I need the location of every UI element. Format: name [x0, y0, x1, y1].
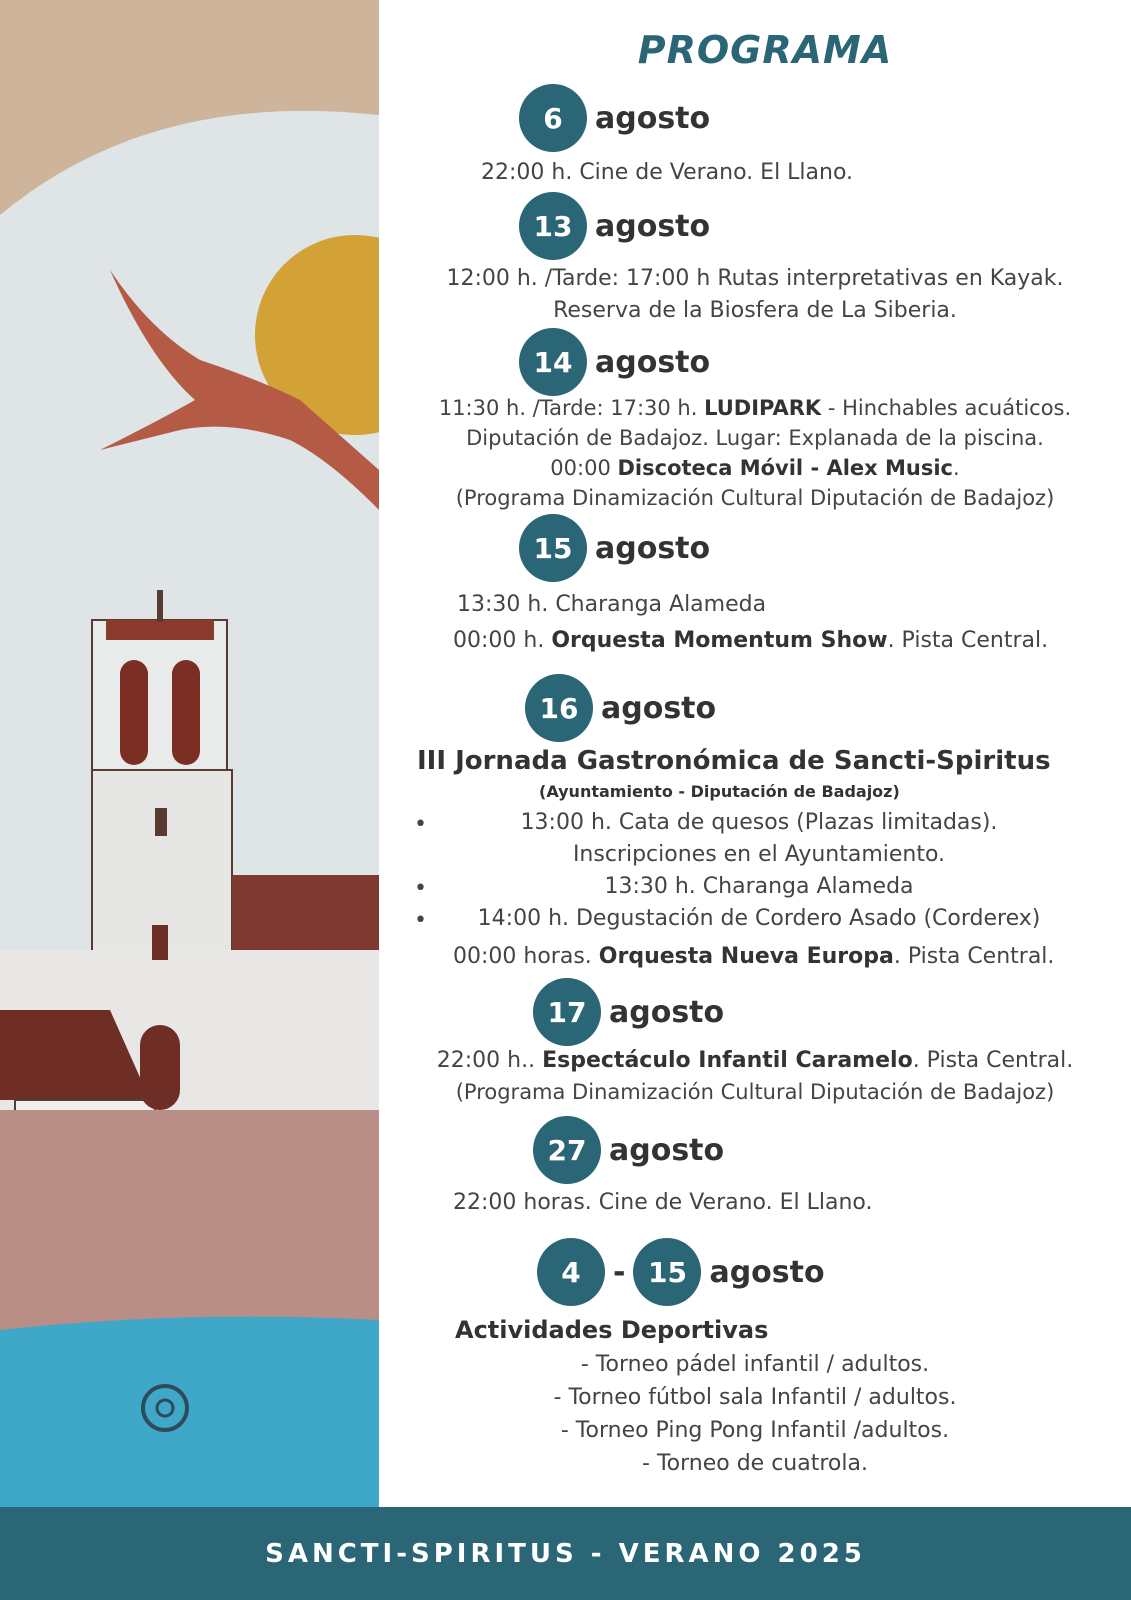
- day-badge: 27: [533, 1116, 601, 1184]
- event-highlight: Espectáculo Infantil Caramelo: [542, 1048, 913, 1073]
- event-line: 22:00 h. Cine de Verano. El Llano.: [481, 160, 854, 185]
- day-header-14: [519, 328, 710, 396]
- event-highlight: Orquesta Momentum Show: [551, 628, 888, 653]
- tower-roof: [106, 620, 214, 640]
- church-door: [140, 1025, 180, 1110]
- day-badge: 17: [533, 978, 601, 1046]
- event-line: 13:00 h. Cata de quesos (Plazas limitadas).: [520, 810, 998, 835]
- day-badge: 16: [525, 674, 593, 742]
- event-line: 14:00 h. Degustación de Cordero Asado (Corderex): [477, 906, 1041, 931]
- day-header-27: [533, 1116, 724, 1184]
- event-line: 22:00 h.. Espectáculo Infantil Caramelo. Pista Central.: [436, 1048, 1074, 1073]
- day-badge: 6: [519, 84, 587, 152]
- tower-window: [155, 808, 167, 836]
- month-label: agosto: [709, 1254, 825, 1290]
- day-header-13: [519, 192, 710, 260]
- tower-top: [92, 620, 227, 770]
- event-line: 13:30 h. Charanga Alameda: [457, 592, 767, 617]
- day-badge: 14: [519, 328, 587, 396]
- day-badge: 4: [537, 1238, 605, 1306]
- church-window: [152, 925, 168, 960]
- month-label: agosto: [595, 344, 711, 380]
- event-line: (Programa Dinamización Cultural Diputación de Badajoz): [455, 1080, 1055, 1104]
- mural-illustration: [0, 0, 379, 1507]
- event-line: 13:30 h. Charanga Alameda: [604, 874, 914, 899]
- bullet-icon: •: [414, 812, 427, 837]
- day-header-15: [519, 514, 710, 582]
- month-label: agosto: [595, 530, 711, 566]
- event-subheading: (Ayuntamiento - Diputación de Badajoz): [539, 782, 900, 801]
- bullet-icon: •: [414, 876, 427, 901]
- event-line: Inscripciones en el Ayuntamiento.: [572, 842, 946, 867]
- bullet-icon: •: [414, 908, 427, 933]
- event-highlight: LUDIPARK: [704, 396, 822, 420]
- event-highlight: Orquesta Nueva Europa: [598, 944, 894, 969]
- day-badge: 13: [519, 192, 587, 260]
- month-label: agosto: [601, 690, 717, 726]
- month-label: agosto: [595, 100, 711, 136]
- event-line: Diputación de Badajoz. Lugar: Explanada de la piscina.: [466, 426, 1044, 450]
- sports-item: - Torneo de cuatrola.: [642, 1451, 868, 1476]
- range-dash: -: [613, 1254, 626, 1290]
- roof-right: [232, 875, 379, 950]
- event-line: 00:00 h. Orquesta Momentum Show. Pista Central.: [453, 628, 1049, 653]
- sports-item: - Torneo Ping Pong Infantil /adultos.: [560, 1418, 950, 1443]
- event-line: 00:00 Discoteca Móvil - Alex Music.: [550, 456, 960, 480]
- event-line: 00:00 horas. Orquesta Nueva Europa. Pista Central.: [453, 944, 1055, 969]
- event-line: 12:00 h. /Tarde: 17:00 h Rutas interpretativas en Kayak.: [446, 266, 1064, 291]
- sports-heading: Actividades Deportivas: [455, 1316, 769, 1344]
- event-line: (Programa Dinamización Cultural Diputación de Badajoz): [455, 486, 1055, 510]
- event-line: Reserva de la Biosfera de La Siberia.: [553, 298, 957, 323]
- event-line: 22:00 horas. Cine de Verano. El Llano.: [453, 1190, 873, 1215]
- month-label: agosto: [609, 1132, 725, 1168]
- event-heading: III Jornada Gastronómica de Sancti-Spiritus: [417, 746, 1051, 776]
- month-label: agosto: [595, 208, 711, 244]
- sports-item: - Torneo pádel infantil / adultos.: [580, 1352, 930, 1377]
- event-line: 11:30 h. /Tarde: 17:30 h. LUDIPARK - Hinchables acuáticos.: [438, 396, 1072, 420]
- day-header-17: [533, 978, 724, 1046]
- footer-banner: SANCTI-SPIRITUS - VERANO 2025: [0, 1507, 1131, 1600]
- event-highlight: Discoteca Móvil - Alex Music: [617, 456, 954, 480]
- day-badge: 15: [633, 1238, 701, 1306]
- program-panel: [379, 0, 1131, 1507]
- ground-pink: [0, 1110, 379, 1330]
- day-range-header: [537, 1238, 825, 1306]
- mural-svg: [0, 0, 379, 1507]
- day-badge: 15: [519, 514, 587, 582]
- page-title: PROGRAMA: [637, 28, 893, 72]
- month-label: agosto: [609, 994, 725, 1030]
- river: [0, 1317, 379, 1507]
- bell-window-right: [172, 660, 200, 765]
- sports-item: - Torneo fútbol sala Infantil / adultos.: [553, 1385, 957, 1410]
- bell-window-left: [120, 660, 148, 765]
- tower-cross: [157, 590, 163, 622]
- day-header-16: [525, 674, 716, 742]
- day-header-6: [519, 84, 710, 152]
